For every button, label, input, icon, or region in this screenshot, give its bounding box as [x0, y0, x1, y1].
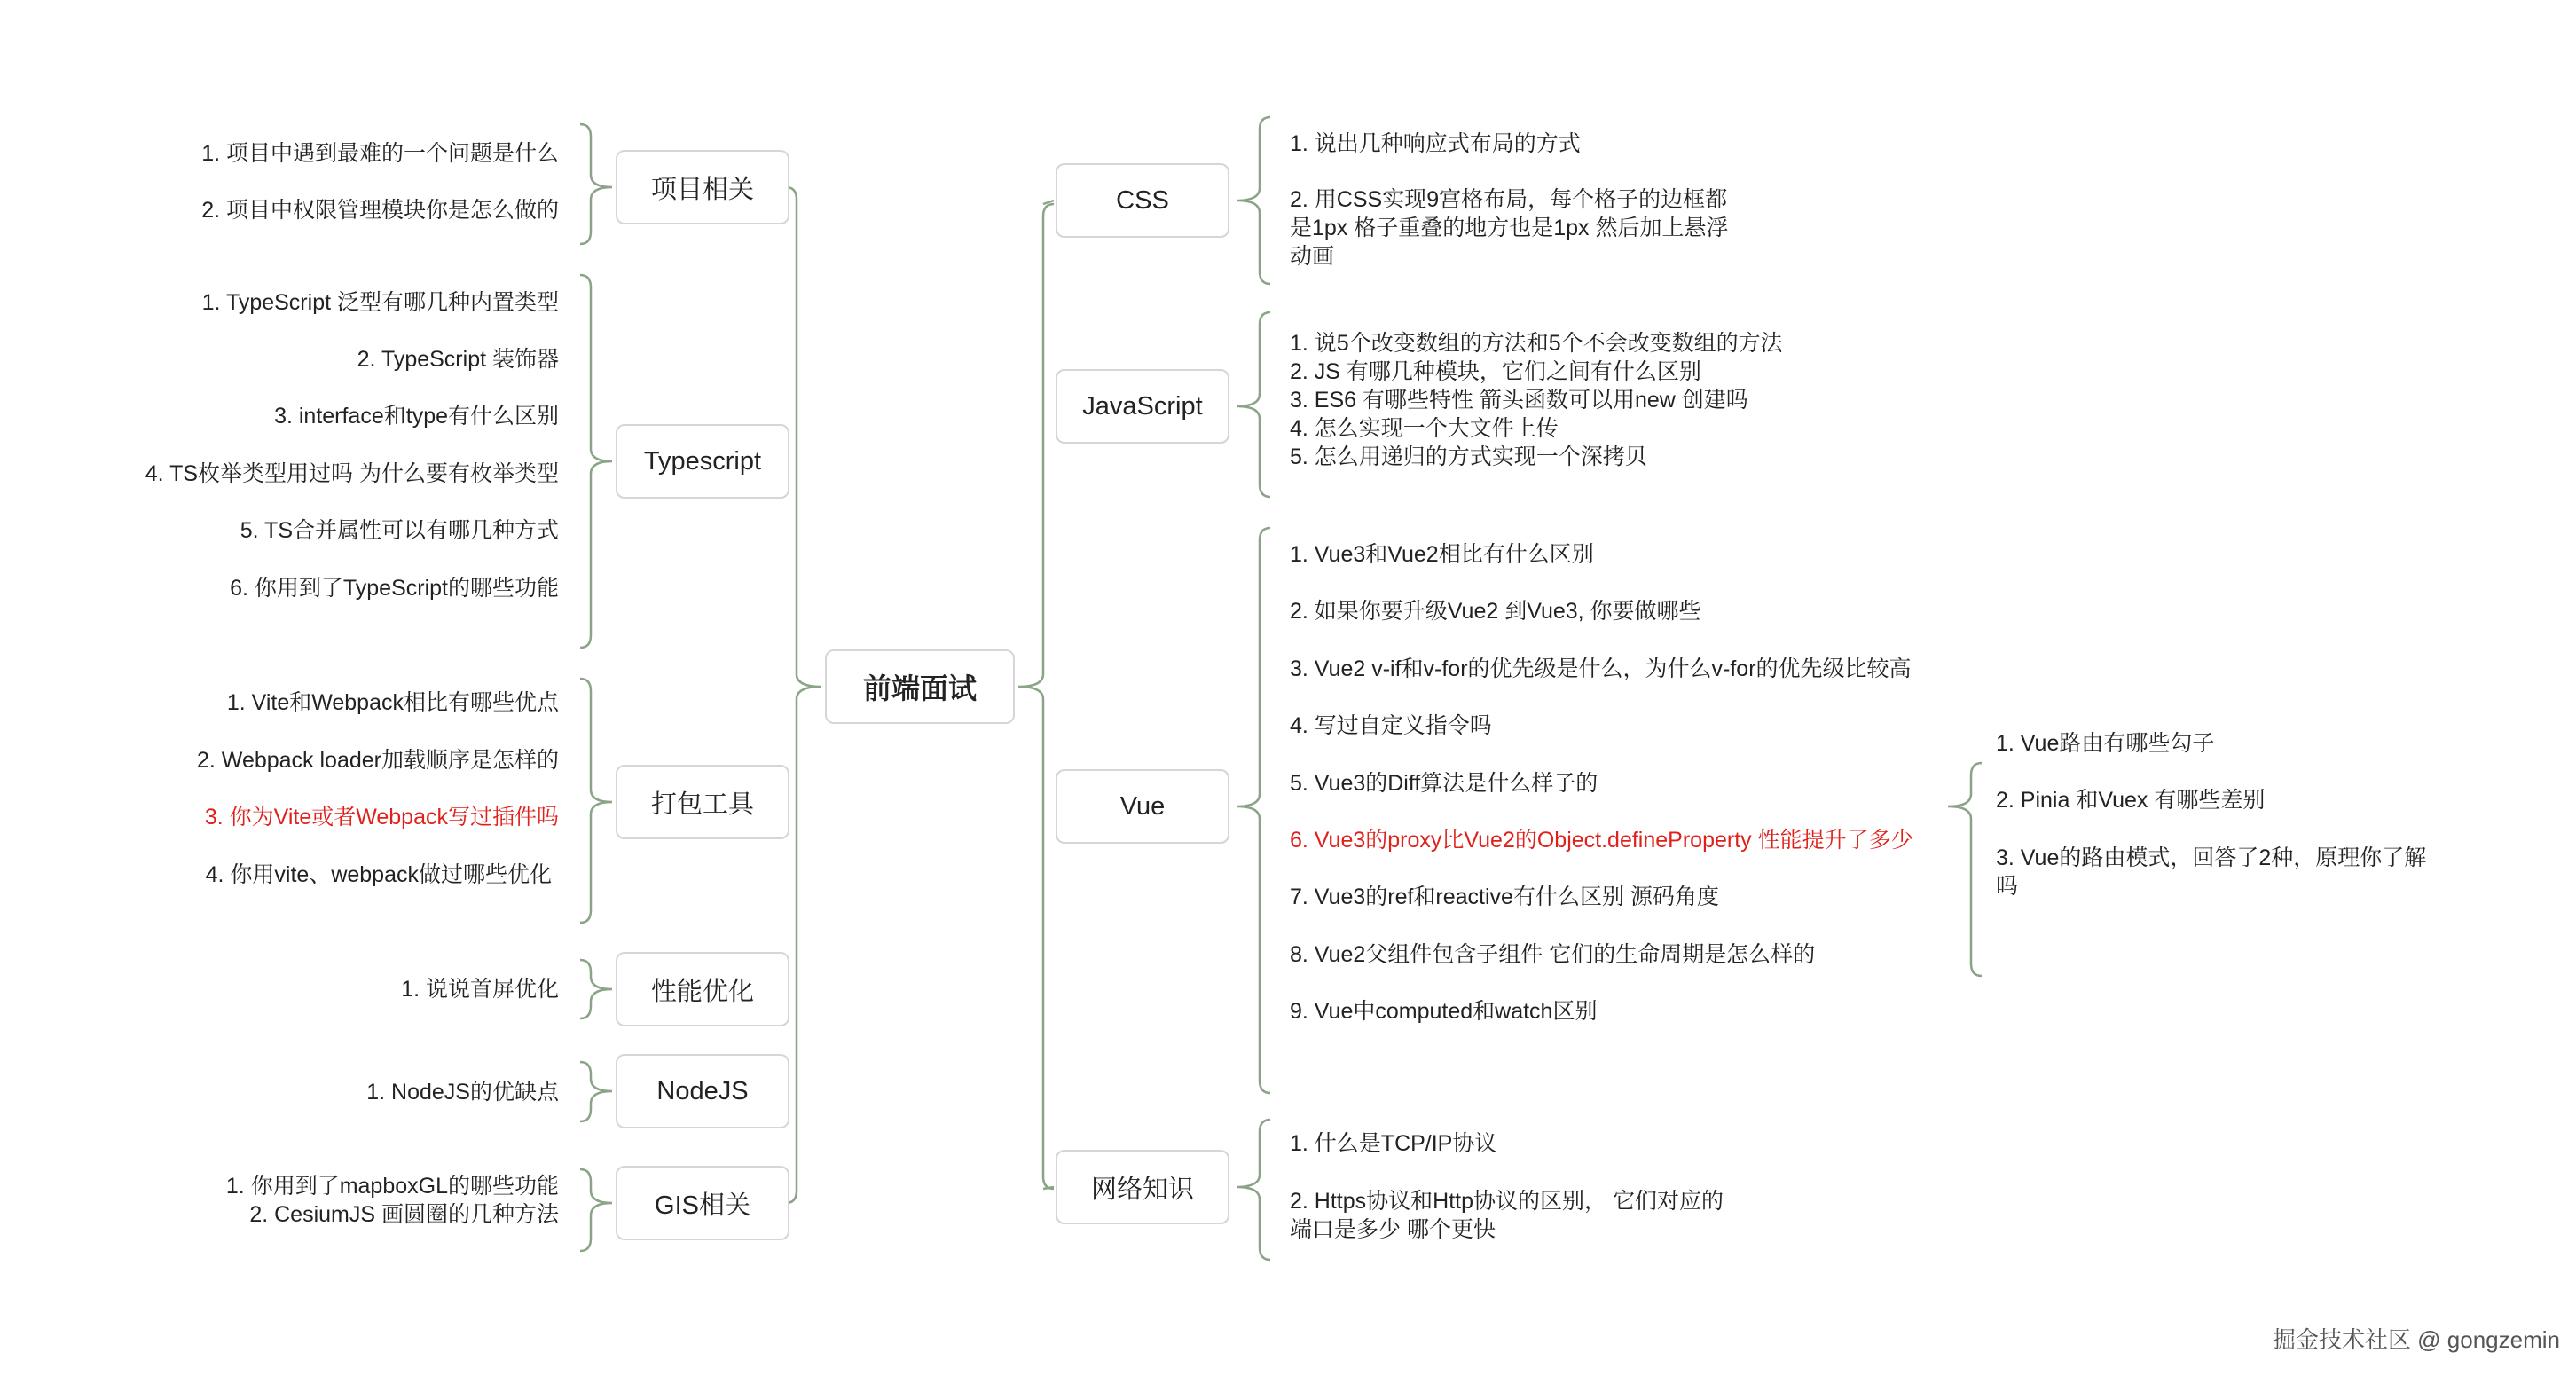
list-item: 6. 你用到了TypeScript的哪些功能	[230, 576, 559, 601]
list-item: 1. Vue路由有哪些勾子	[1996, 731, 2215, 756]
list-item: 1. Vite和Webpack相比有哪些优点	[226, 690, 559, 715]
list-item: 1. 说出几种响应式布局的方式	[1290, 131, 1581, 156]
list-item: 3. interface和type有什么区别	[274, 404, 559, 429]
list-item: 4. TS枚举类型用过吗 为什么要有枚举类型	[145, 461, 559, 486]
branch-node-network[interactable]: 网络知识	[1056, 1150, 1229, 1224]
list-item: 2. TypeScript 装饰器	[357, 347, 559, 372]
list-item: 9. Vue中computed和watch区别	[1290, 999, 1598, 1024]
root-node[interactable]: 前端面试	[825, 649, 1015, 724]
list-item: 2. Webpack loader加载顺序是怎样的	[197, 748, 559, 773]
branch-node-bundler[interactable]: 打包工具	[616, 765, 789, 839]
branch-node-javascript[interactable]: JavaScript	[1056, 369, 1229, 444]
branch-node-gis[interactable]: GIS相关	[616, 1166, 789, 1240]
list-item: 3. Vue的路由模式，回答了2种，原理你了解 吗	[1996, 845, 2427, 899]
list-item: 1. 什么是TCP/IP协议	[1290, 1131, 1497, 1156]
typescript-bracket	[580, 275, 612, 648]
branch-node-typescript[interactable]: Typescript	[616, 424, 789, 499]
project-bracket	[580, 124, 612, 244]
list-item: 1. NodeJS的优缺点	[366, 1080, 559, 1105]
network-bracket	[1237, 1120, 1270, 1260]
root-left-bracket	[786, 187, 821, 1203]
javascript-bracket	[1237, 312, 1270, 497]
bundler-bracket	[580, 679, 612, 923]
list-item: 2. 项目中权限管理模块你是怎么做的	[201, 198, 559, 223]
list-item: 7. Vue3的ref和reactive有什么区别 源码角度	[1290, 885, 1719, 909]
watermark: 掘金技术社区 @ gongzemin	[2272, 1326, 2560, 1353]
css-bracket	[1237, 117, 1270, 284]
branch-node-vue[interactable]: Vue	[1056, 769, 1229, 844]
list-item: 4. 写过自定义指令吗	[1290, 713, 1492, 738]
performance-bracket	[580, 960, 612, 1018]
list-item: 1. Vue3和Vue2相比有什么区别	[1290, 542, 1594, 567]
list-item: 3. Vue2 v-if和v-for的优先级是什么，为什么v-for的优先级比较高	[1290, 657, 1912, 681]
list-item: 5. TS合并属性可以有哪几种方式	[240, 518, 559, 543]
gis-bracket	[580, 1169, 612, 1251]
list-item-highlighted: 6. Vue3的proxy比Vue2的Object.defineProperty 性能提升了多少	[1290, 828, 1913, 853]
nodejs-bracket	[580, 1062, 612, 1121]
list-item: 2. Pinia 和Vuex 有哪些差别	[1996, 788, 2266, 813]
list-item: 5. Vue3的Diff算法是什么样子的	[1290, 771, 1598, 796]
vue-sub-bracket	[1948, 763, 1982, 976]
list-item: 2. 如果你要升级Vue2 到Vue3, 你要做哪些	[1290, 599, 1701, 624]
list-item: 1. 说5个改变数组的方法和5个不会改变数组的方法 2. JS 有哪几种模块，它们之间有什么区别 3. ES6 有哪些特性 箭头函数可以用new 创建吗 4. 怎么实现一个大文件上传 5. 怎么用递归的方式实现一个深拷贝	[1290, 331, 1783, 469]
branch-node-css[interactable]: CSS	[1056, 163, 1229, 238]
branch-node-performance[interactable]: 性能优化	[616, 952, 789, 1026]
list-item: 4. 你用vite、webpack做过哪些优化	[205, 862, 552, 887]
list-item: 1. TypeScript 泛型有哪几种内置类型	[201, 290, 559, 315]
list-item: 2. Https协议和Http协议的区别， 它们对应的 端口是多少 哪个更快	[1290, 1189, 1724, 1242]
list-item: 1. 项目中遇到最难的一个问题是什么	[201, 141, 559, 166]
list-item: 1. 说说首屏优化	[401, 977, 559, 1002]
list-item: 8. Vue2父组件包含子组件 它们的生命周期是怎么样的	[1290, 942, 1816, 967]
list-item-highlighted: 3. 你为Vite或者Webpack写过插件吗	[204, 805, 559, 830]
branch-node-project[interactable]: 项目相关	[616, 150, 789, 224]
list-item: 1. 你用到了mapboxGL的哪些功能 2. CesiumJS 画圆圈的几种方法	[225, 1174, 559, 1227]
list-item: 2. 用CSS实现9宫格布局，每个格子的边框都 是1px 格子重叠的地方也是1px 然后加上悬浮 动画	[1290, 187, 1729, 269]
branch-node-nodejs[interactable]: NodeJS	[616, 1054, 789, 1128]
vue-bracket	[1237, 528, 1270, 1093]
root-right-bracket	[1018, 204, 1054, 1189]
